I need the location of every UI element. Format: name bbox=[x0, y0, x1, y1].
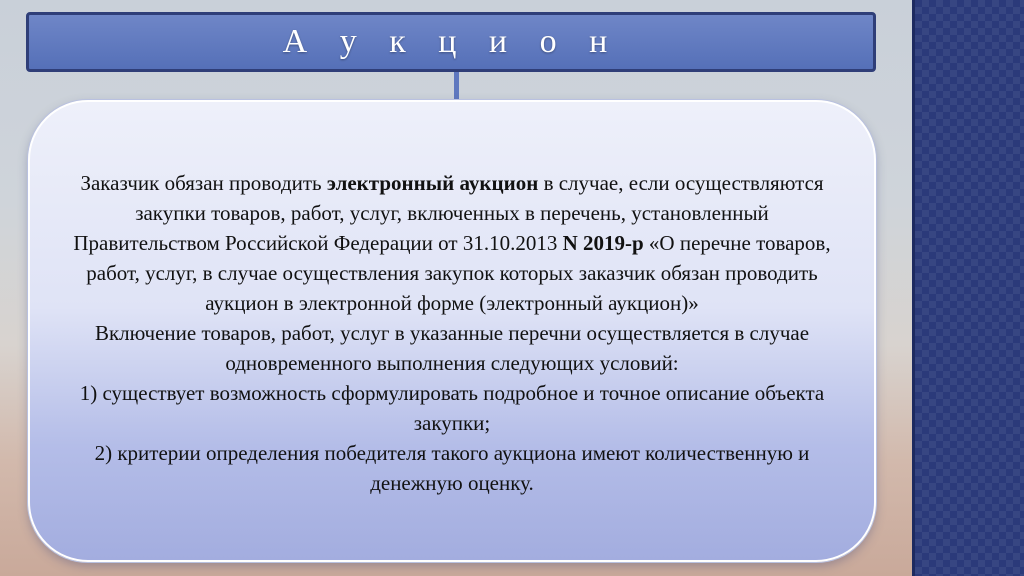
decorative-side-strip bbox=[912, 0, 1024, 576]
text-part: «О перечне товаров, работ, услуг, в случае осуществления закупок которых заказчик обязан проводить аукцион в электронной форме (электронный аукцион)» bbox=[86, 231, 831, 315]
title-bar bbox=[26, 12, 876, 72]
condition-item-1: 1) существует возможность сформулировать подробное и точное описание объекта закупки; bbox=[79, 381, 825, 435]
bold-term-electronic-auction: электронный аукцион bbox=[326, 171, 539, 195]
paragraph-inclusion-conditions: Включение товаров, работ, услуг в указанные перечни осуществляется в случае одновременного выполнения следующих условий: bbox=[94, 321, 810, 375]
connector-line bbox=[454, 72, 459, 102]
slide-title: А у к ц и о н bbox=[282, 23, 620, 60]
bold-decree-number: N 2019-р bbox=[562, 231, 644, 255]
content-text bbox=[70, 168, 834, 498]
paragraph-procurement-rule bbox=[70, 168, 834, 318]
text-part: в случае, если осуществляются закупки товаров, работ, услуг, включенных в перечень, установленный Правительством Российской Федерации от 31.10.2013 bbox=[73, 171, 824, 255]
content-box bbox=[28, 100, 876, 562]
condition-item-2: 2) критерии определения победителя такого аукциона имеют количественную и денежную оценку. bbox=[94, 441, 810, 495]
text-part: Заказчик обязан проводить bbox=[80, 171, 327, 195]
